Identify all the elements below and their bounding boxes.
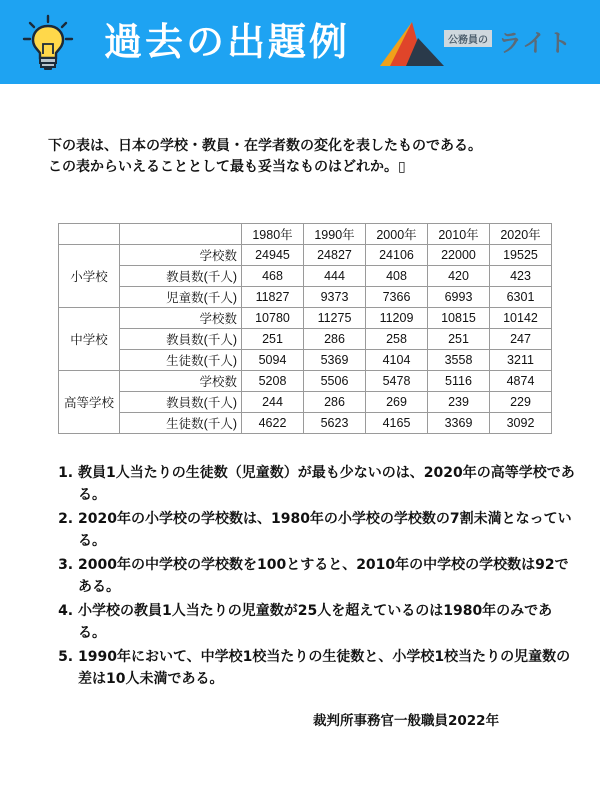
table-cell: 4874 xyxy=(490,371,552,392)
table-cell: 5116 xyxy=(428,371,490,392)
table-cell: 286 xyxy=(304,329,366,350)
header-banner xyxy=(0,0,600,84)
lightbulb-icon xyxy=(22,14,74,72)
table-cell: 251 xyxy=(428,329,490,350)
row-label: 生徒数(千人) xyxy=(120,350,242,371)
year-header: 1990年 xyxy=(304,224,366,245)
statistics-table xyxy=(58,223,552,434)
logo-text: ライト xyxy=(498,29,573,57)
row-label: 生徒数(千人) xyxy=(120,413,242,434)
table-cell: 5208 xyxy=(242,371,304,392)
table-row xyxy=(59,371,552,392)
table-cell: 444 xyxy=(304,266,366,287)
table-cell: 423 xyxy=(490,266,552,287)
table-cell: 11209 xyxy=(366,308,428,329)
table-header-row xyxy=(59,224,552,245)
question-text xyxy=(48,136,568,178)
table-cell: 258 xyxy=(366,329,428,350)
table-cell: 229 xyxy=(490,392,552,413)
question-line: この表からいえることとして最も妥当なものはどれか。▯ xyxy=(48,159,406,175)
table-cell: 239 xyxy=(428,392,490,413)
table-row xyxy=(59,266,552,287)
table-cell: 251 xyxy=(242,329,304,350)
row-label: 教員数(千人) xyxy=(120,392,242,413)
table-row xyxy=(59,413,552,434)
table-cell: 10142 xyxy=(490,308,552,329)
table-cell: 11827 xyxy=(242,287,304,308)
page-title: 過去の出題例 xyxy=(104,20,351,64)
row-label: 教員数(千人) xyxy=(120,329,242,350)
answer-options xyxy=(60,462,578,692)
table-cell: 3369 xyxy=(428,413,490,434)
row-label: 学校数 xyxy=(120,308,242,329)
answer-option: 4. 小学校の教員1人当たりの児童数が25人を超えているのは1980年のみである。 xyxy=(78,600,578,644)
answer-option: 2. 2020年の小学校の学校数は、1980年の小学校の学校数の7割未満となっている。 xyxy=(78,508,578,552)
table-cell: 4104 xyxy=(366,350,428,371)
table-cell: 468 xyxy=(242,266,304,287)
group-label: 中学校 xyxy=(59,308,120,371)
corner-cell xyxy=(59,224,120,245)
group-label: 小学校 xyxy=(59,245,120,308)
table-cell: 6301 xyxy=(490,287,552,308)
table-cell: 9373 xyxy=(304,287,366,308)
table-row xyxy=(59,392,552,413)
row-label: 児童数(千人) xyxy=(120,287,242,308)
table-cell: 19525 xyxy=(490,245,552,266)
table-cell: 3092 xyxy=(490,413,552,434)
group-label: 高等学校 xyxy=(59,371,120,434)
logo-subtext: 公務員の xyxy=(444,30,492,47)
table-row xyxy=(59,308,552,329)
row-label: 学校数 xyxy=(120,245,242,266)
table-cell: 24945 xyxy=(242,245,304,266)
row-label: 教員数(千人) xyxy=(120,266,242,287)
year-header: 1980年 xyxy=(242,224,304,245)
table-cell: 244 xyxy=(242,392,304,413)
table-row xyxy=(59,350,552,371)
year-header: 2020年 xyxy=(490,224,552,245)
year-header: 2000年 xyxy=(366,224,428,245)
source-citation: 裁判所事務官一般職員2022年 xyxy=(313,713,500,729)
table-row xyxy=(59,287,552,308)
table-cell: 11275 xyxy=(304,308,366,329)
table-cell: 408 xyxy=(366,266,428,287)
table-cell: 4165 xyxy=(366,413,428,434)
table-cell: 420 xyxy=(428,266,490,287)
logo-mark-icon xyxy=(378,16,448,72)
table-cell: 247 xyxy=(490,329,552,350)
table-cell: 24827 xyxy=(304,245,366,266)
table-row xyxy=(59,245,552,266)
answer-option: 3. 2000年の中学校の学校数を100とすると、2010年の中学校の学校数は92である。 xyxy=(78,554,578,598)
table-cell: 269 xyxy=(366,392,428,413)
table-cell: 5478 xyxy=(366,371,428,392)
table-cell: 22000 xyxy=(428,245,490,266)
table-cell: 10780 xyxy=(242,308,304,329)
year-header: 2010年 xyxy=(428,224,490,245)
table-cell: 6993 xyxy=(428,287,490,308)
table-row xyxy=(59,329,552,350)
table-cell: 10815 xyxy=(428,308,490,329)
question-line: 下の表は、日本の学校・教員・在学者数の変化を表したものである。 xyxy=(48,138,482,154)
table-cell: 4622 xyxy=(242,413,304,434)
table-cell: 7366 xyxy=(366,287,428,308)
table-cell: 5094 xyxy=(242,350,304,371)
table-cell: 24106 xyxy=(366,245,428,266)
corner-cell xyxy=(120,224,242,245)
table-cell: 5369 xyxy=(304,350,366,371)
table-cell: 3211 xyxy=(490,350,552,371)
table-cell: 5623 xyxy=(304,413,366,434)
table-cell: 286 xyxy=(304,392,366,413)
answer-option: 1. 教員1人当たりの生徒数（児童数）が最も少ないのは、2020年の高等学校である。 xyxy=(78,462,578,506)
table-cell: 3558 xyxy=(428,350,490,371)
answer-option: 5. 1990年において、中学校1校当たりの生徒数と、小学校1校当たりの児童数の差は10人未満である。 xyxy=(78,646,578,690)
table-cell: 5506 xyxy=(304,371,366,392)
row-label: 学校数 xyxy=(120,371,242,392)
